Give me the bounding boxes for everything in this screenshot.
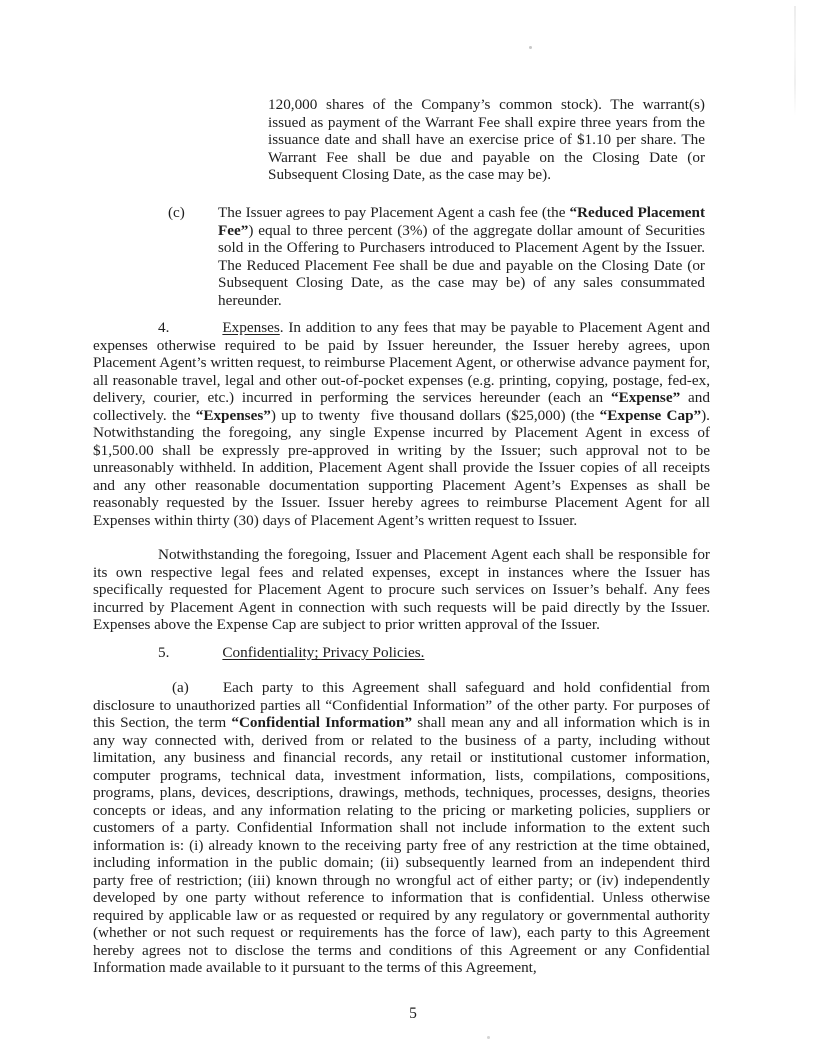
clause-a-label: (a) [172,679,189,696]
defined-term-expense-cap: “Expense Cap” [599,406,702,424]
defined-term-expenses: “Expenses” [195,406,271,424]
paragraph-text: and collectively. the [93,389,710,424]
section-5-number: 5. [158,644,170,661]
paragraph-text: Each party to this Agreement shall safeguard and hold confidential from disclosure to unauthorized parties all “Confidential Information” of the other party. For purposes of this Section, the term [93,679,710,731]
paragraph-text: . In addition to any fees that may be payable to Placement Agent and expenses otherwise required to be paid by Issuer hereunder, the Issuer hereby agrees, upon Placement Agent’s written request, to reimburse Placement Agent, or otherwise advance payment for, all reasonable travel, legal and other out-of-pocket expenses (e.g. printing, copying, postage, fed-ex, delivery, courier, etc.) incurred in performing the services hereunder (each an [93,319,710,406]
paragraph-text: 120,000 shares of the Company’s common stock). The warrant(s) issued as payment of the Warrant Fee shall expire three years from the issuance date and shall have an exercise price of $1.10 per share. The Warrant Fee shall be due and payable on the Closing Date (or Subsequent Closing Date, as the case may be). [268,96,705,183]
warrant-fee-paragraph [268,96,705,184]
scan-artifact [487,1036,490,1039]
paragraph-text: The Issuer agrees to pay Placement Agent a cash fee (the [218,204,570,221]
defined-term-reduced-placement-fee: “Reduced Placement Fee” [218,204,705,239]
page-number: 5 [409,1005,417,1022]
section-4-number: 4. [158,319,170,336]
clause-a-paragraph [93,679,710,977]
paragraph-text: Notwithstanding the foregoing, Issuer and Placement Agent each shall be responsible for its own respective legal fees and related expenses, except in instances where the Issuer has specifically requested for Placement Agent to procure such services on Issuer’s behalf. Any fees incurred by Placement Agent in connection with such requests will be paid directly by the Issuer. Expenses above the Expense Cap are subject to prior written approval of the Issuer. [93,546,710,633]
section-4-heading: Expenses [222,319,280,336]
scan-artifact [529,46,532,49]
section-5-heading [93,644,710,662]
section-5-title: Confidentiality; Privacy Policies. [222,644,425,661]
paragraph-text: shall mean any and all information which is in any way connected with, derived from or related to the business of a party, including without limitation, any business and financial records, any retail or institutional customer information, computer programs, technical data, investment information, lists, compilations, compositions, programs, plans, devices, descriptions, drawings, methods, techniques, processes, designs, theories concepts or ideas, and any information relating to the pricing or marketing policies, suppliers or customers of a party. Confidential Information shall not include information to the extent such information is: (i) already known to the receiving party free of any restriction at the time obtained, including information in the public domain; (ii) subsequently learned from an independent third party free of restriction; (iii) known through no wrongful act of either party; or (iv) independently developed by one party without reference to information that is confidential. Unless otherwise required by applicable law or as requested or required by any regulatory or governmental authority (whether or not such request or requirements has the force of law), each party to this Agreement hereby agrees not to disclose the terms and conditions of this Agreement or any Confidential Information made available to it pursuant to the terms of this Agreement, [93,714,710,976]
defined-term-confidential-information: “Confidential Information” [231,714,413,731]
paragraph-text: ) equal to three percent (3%) of the aggregate dollar amount of Securities sold in the Offering to Purchasers introduced to Placement Agent by the Issuer. The Reduced Placement Fee shall be due and payable on the Closing Date (or Subsequent Closing Date, as the case may be) of any sales consummated hereunder. [218,221,705,309]
defined-term-expense: “Expense” [610,389,681,406]
paragraph-text: ) up to twenty five thousand dollars ($25,000) (the [270,406,600,424]
legal-fees-paragraph [93,546,710,634]
section-4-expenses-paragraph [93,319,710,529]
scan-artifact [794,6,796,116]
clause-c-label: (c) [168,204,185,221]
clause-c-paragraph [168,204,705,309]
paragraph-text: ). Notwithstanding the foregoing, any single Expense incurred by Placement Agent in excess of $1,500.00 shall be expressly pre-approved in writing by the Issuer; such approval not to be unreasonably withheld. In addition, Placement Agent shall provide the Issuer copies of all receipts and any other reasonable documentation supporting Placement Agent’s Expenses as shall be reasonably requested by the Issuer. Issuer hereby agrees to reimburse Placement Agent for all Expenses within thirty (30) days of Placement Agent’s written request to Issuer. [93,406,710,529]
